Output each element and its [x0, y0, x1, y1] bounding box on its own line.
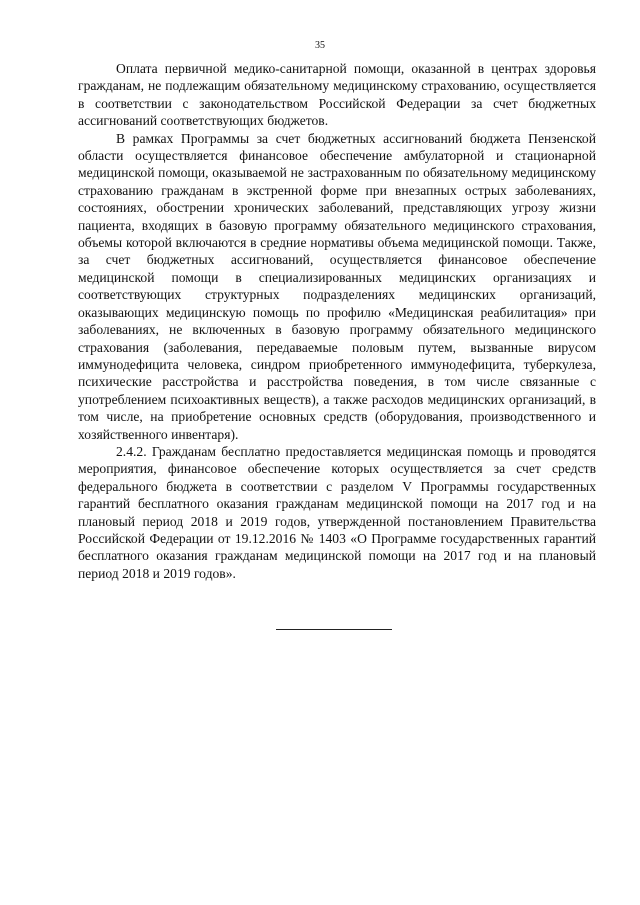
paragraph-regional-budget-financing: В рамках Программы за счет бюджетных ассигнований бюджета Пензенской области осуществляется финансовое обеспечение амбулаторной и стационарной медицинской помощи, оказываемой не застрахованным по обязательному медицинскому страхованию гражданам в экстренной форме при внезапных острых заболеваниях, состояниях, обострении хронических заболеваний, представляющих угрозу жизни пациента, входящих в базовую программу обязательного медицинского страхования, объемы которой включаются в средние нормативы объема медицинской помощи. Также, за счет бюджетных ассигнований, осуществляется финансовое обеспечение медицинской помощи в специализированных медицинских организациях и соответствующих структурных подразделениях медицинских организаций, оказывающих медицинскую помощь по профилю «Медицинская реабилитация» при заболеваниях, не включенных в базовую программу обязательного медицинского страхования (заболевания, передаваемые половым путем, вызванные вирусом иммунодефицита человека, синдром приобретенного иммунодефицита, туберкулеза, психические расстройства и расстройства поведения, в том числе связанные с употреблением психоактивных веществ), а также расходов медицинских организаций, в том числе, на приобретение основных средств (оборудования, производственного и хозяйственного инвентаря).: [78, 130, 596, 442]
paragraph-federal-budget-section-2-4-2: 2.4.2. Гражданам бесплатно предоставляется медицинская помощь и проводятся мероприятия, финансовое обеспечение которых осуществляется за счет средств федерального бюджета в соответствии с разделом V Программы государственных гарантий бесплатного оказания гражданам медицинской помощи на 2017 год и на плановый период 2018 и 2019 годов, утвержденной постановлением Правительства Российской Федерации от 19.12.2016 № 1403 «О Программе государственных гарантий бесплатного оказания гражданам медицинской помощи на 2017 год и на плановый период 2018 и 2019 годов».: [78, 443, 596, 581]
end-divider-line: [276, 629, 392, 630]
paragraph-health-centers-payment: Оплата первичной медико-санитарной помощи, оказанной в центрах здоровья гражданам, не подлежащим обязательному медицинскому страхованию, осуществляется в соответствии с законодательством Российской Федерации за счет бюджетных ассигнований соответствующих бюджетов.: [78, 61, 596, 129]
page-number: 35: [315, 40, 325, 51]
body-text: [78, 60, 596, 582]
